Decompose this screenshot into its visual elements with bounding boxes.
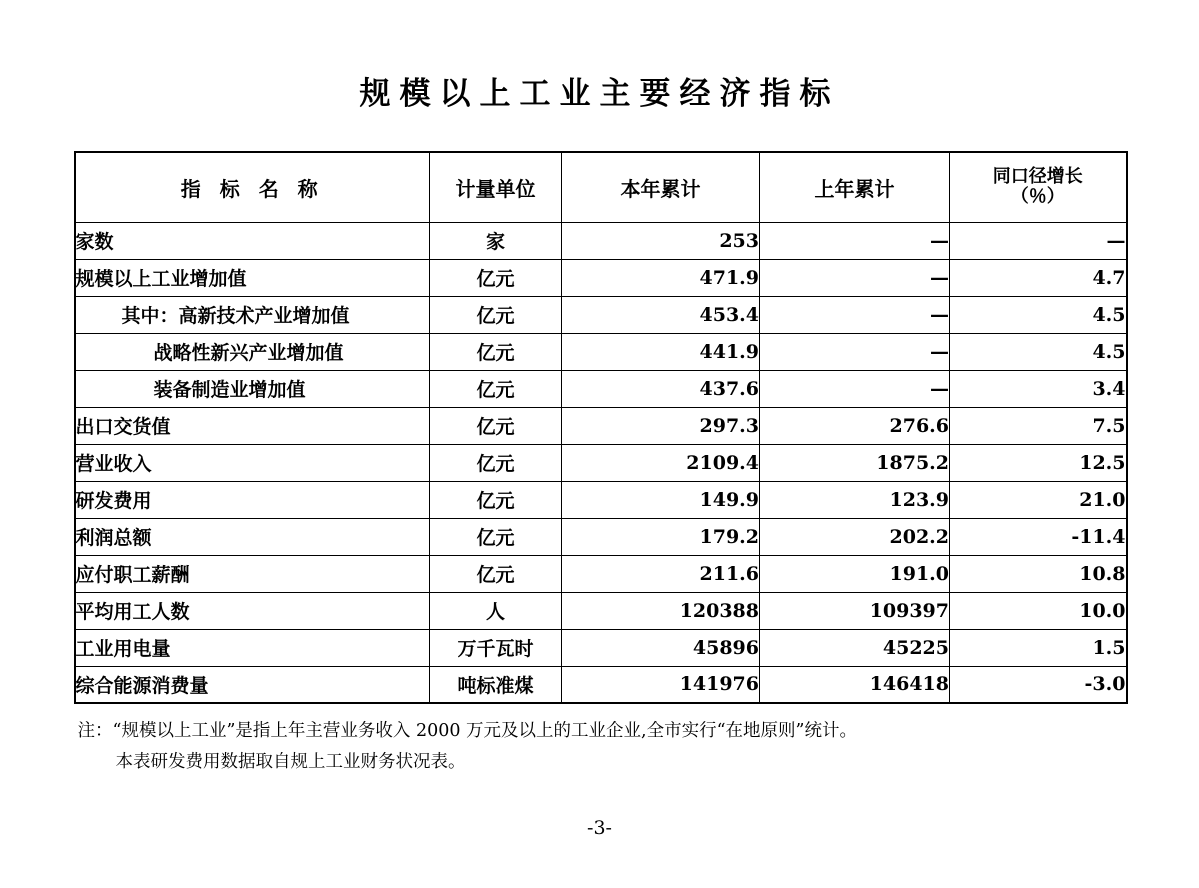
row-previous-year-value: 146418 — [760, 666, 950, 703]
table-row — [75, 666, 1127, 703]
row-indicator-name: 工业用电量 — [75, 629, 430, 666]
row-current-year-value: 141976 — [562, 666, 760, 703]
row-current-year-value: 45896 — [562, 629, 760, 666]
row-unit: 亿元 — [430, 555, 562, 592]
row-indicator-name: 家数 — [75, 222, 430, 259]
table-row — [75, 370, 1127, 407]
row-indicator-name: 平均用工人数 — [75, 592, 430, 629]
column-header-current-year: 本年累计 — [562, 152, 760, 222]
row-unit: 万千瓦时 — [430, 629, 562, 666]
table-notes — [74, 716, 1126, 777]
row-previous-year-value: 45225 — [760, 629, 950, 666]
table-row — [75, 592, 1127, 629]
row-unit: 亿元 — [430, 333, 562, 370]
row-previous-year-value: — — [760, 333, 950, 370]
row-growth-value: 4.5 — [950, 296, 1127, 333]
row-growth-value: -3.0 — [950, 666, 1127, 703]
column-header-indicator-label: 指 标 名 称 — [180, 176, 324, 201]
column-header-growth-line1: 同口径增长 — [992, 165, 1083, 187]
row-previous-year-value: — — [760, 296, 950, 333]
row-unit: 亿元 — [430, 518, 562, 555]
row-growth-value: 21.0 — [950, 481, 1127, 518]
row-indicator-name: 战略性新兴产业增加值 — [75, 333, 430, 370]
table-header — [75, 152, 1127, 222]
table-row — [75, 296, 1127, 333]
column-header-unit: 计量单位 — [430, 152, 562, 222]
table-row — [75, 333, 1127, 370]
table-row — [75, 481, 1127, 518]
row-previous-year-value: 109397 — [760, 592, 950, 629]
table-row — [75, 555, 1127, 592]
row-unit: 亿元 — [430, 296, 562, 333]
row-indicator-name: 装备制造业增加值 — [75, 370, 430, 407]
column-header-previous-year: 上年累计 — [760, 152, 950, 222]
row-previous-year-value: 1875.2 — [760, 444, 950, 481]
column-header-growth-line2: （％） — [1010, 186, 1065, 208]
table-row — [75, 444, 1127, 481]
row-unit: 家 — [430, 222, 562, 259]
row-unit: 人 — [430, 592, 562, 629]
row-growth-value: 1.5 — [950, 629, 1127, 666]
note-line-1: 注：“规模以上工业”是指上年主营业务收入 2000 万元及以上的工业企业,全市实行“在地原则”统计。 — [77, 721, 858, 741]
row-unit: 亿元 — [430, 407, 562, 444]
row-indicator-name: 营业收入 — [75, 444, 430, 481]
row-current-year-value: 441.9 — [562, 333, 760, 370]
row-indicator-name: 出口交货值 — [75, 407, 430, 444]
row-growth-value: 4.5 — [950, 333, 1127, 370]
column-header-growth — [950, 152, 1127, 222]
row-unit: 亿元 — [430, 259, 562, 296]
row-indicator-name: 研发费用 — [75, 481, 430, 518]
table-row — [75, 629, 1127, 666]
row-growth-value: 10.0 — [950, 592, 1127, 629]
row-growth-value: 10.8 — [950, 555, 1127, 592]
row-indicator-name: 利润总额 — [75, 518, 430, 555]
row-unit: 亿元 — [430, 370, 562, 407]
row-growth-value: — — [950, 222, 1127, 259]
table-row — [75, 222, 1127, 259]
row-current-year-value: 471.9 — [562, 259, 760, 296]
page-title: 规模以上工业主要经济指标 — [359, 76, 840, 112]
row-previous-year-value: — — [760, 259, 950, 296]
row-previous-year-value: — — [760, 222, 950, 259]
table-row — [75, 518, 1127, 555]
note-line-2: 本表研发费用数据取自规上工业财务状况表。 — [115, 751, 466, 772]
row-growth-value: -11.4 — [950, 518, 1127, 555]
page-number: -3- — [587, 817, 612, 840]
row-growth-value: 7.5 — [950, 407, 1127, 444]
column-header-indicator — [75, 152, 430, 222]
row-current-year-value: 211.6 — [562, 555, 760, 592]
row-current-year-value: 253 — [562, 222, 760, 259]
table-header-row — [75, 152, 1127, 222]
row-unit: 亿元 — [430, 444, 562, 481]
row-previous-year-value: 276.6 — [760, 407, 950, 444]
row-indicator-name: 规模以上工业增加值 — [75, 259, 430, 296]
row-indicator-name: 综合能源消费量 — [75, 666, 430, 703]
row-current-year-value: 437.6 — [562, 370, 760, 407]
row-growth-value: 4.7 — [950, 259, 1127, 296]
row-previous-year-value: 191.0 — [760, 555, 950, 592]
row-growth-value: 3.4 — [950, 370, 1127, 407]
row-current-year-value: 2109.4 — [562, 444, 760, 481]
row-indicator-name: 应付职工薪酬 — [75, 555, 430, 592]
main-table-container — [74, 151, 1126, 704]
table-row — [75, 407, 1127, 444]
row-unit: 吨标准煤 — [430, 666, 562, 703]
document-page — [0, 68, 1199, 888]
row-growth-value: 12.5 — [950, 444, 1127, 481]
economic-indicators-table — [74, 151, 1128, 704]
table-body — [75, 222, 1127, 703]
row-indicator-name: 其中：高新技术产业增加值 — [75, 296, 430, 333]
row-unit: 亿元 — [430, 481, 562, 518]
table-row — [75, 259, 1127, 296]
row-current-year-value: 453.4 — [562, 296, 760, 333]
row-previous-year-value: 202.2 — [760, 518, 950, 555]
row-current-year-value: 120388 — [562, 592, 760, 629]
row-previous-year-value: 123.9 — [760, 481, 950, 518]
row-current-year-value: 297.3 — [562, 407, 760, 444]
row-previous-year-value: — — [760, 370, 950, 407]
row-current-year-value: 179.2 — [562, 518, 760, 555]
row-current-year-value: 149.9 — [562, 481, 760, 518]
